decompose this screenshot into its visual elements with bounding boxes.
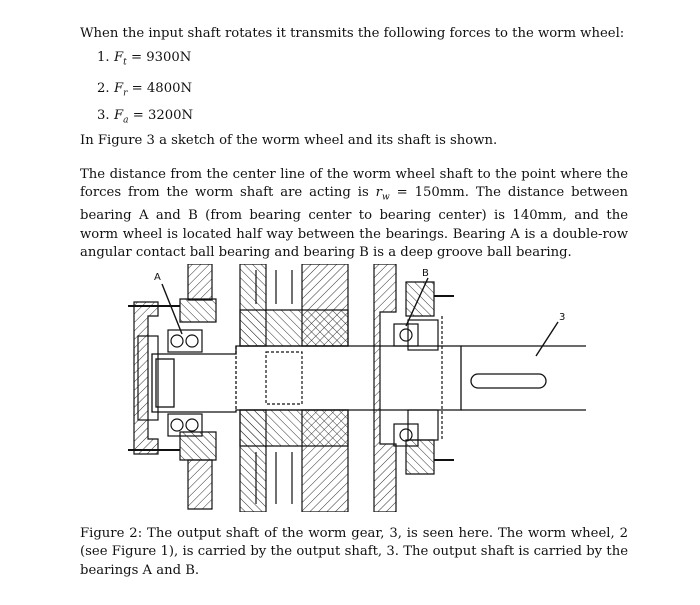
left-housing [128,264,216,509]
label-bearing-b: B [422,268,429,279]
bearing-b [394,324,418,446]
list-item: 3. $F_a = 3200N$ [97,108,194,126]
distance-paragraph: The distance from the center line of the worm wheel shaft to the point where the forces from the worm shaft are acting is $r_w = 150mm$. The distance between bearing A and B (from bearing center to bearing center) is 140mm, and the worm wheel is located half way between the bearings. Bearing A is a double-row angular contact ball bearing and bearing B is a deep groove ball bearing. [80,167,629,260]
list-item: 1. $F_t = 9300N$ [97,50,192,68]
worm-wheel-shaft-sketch [116,264,586,512]
figure-caption: Figure 2: The output shaft of the worm gear, 3, is seen here. The worm wheel, 2 (see Figure 1), is carried by the output shaft, 3. The output shaft is carried by the bearings A and B. [80,526,628,578]
worm-wheel [240,264,348,512]
intro-text: When the input shaft rotates it transmits the following forces to the worm wheel: [80,26,625,41]
list-item: 2. $F_r = 4800N$ [97,81,193,99]
figure-intro-text: In Figure 3 a sketch of the worm wheel and its shaft is shown. [80,133,498,148]
right-housing [374,264,454,512]
leader-lines [162,278,558,356]
label-shaft: 3 [559,312,566,323]
output-shaft [152,346,586,412]
label-bearing-a: A [154,272,161,283]
bearing-a [168,330,202,436]
